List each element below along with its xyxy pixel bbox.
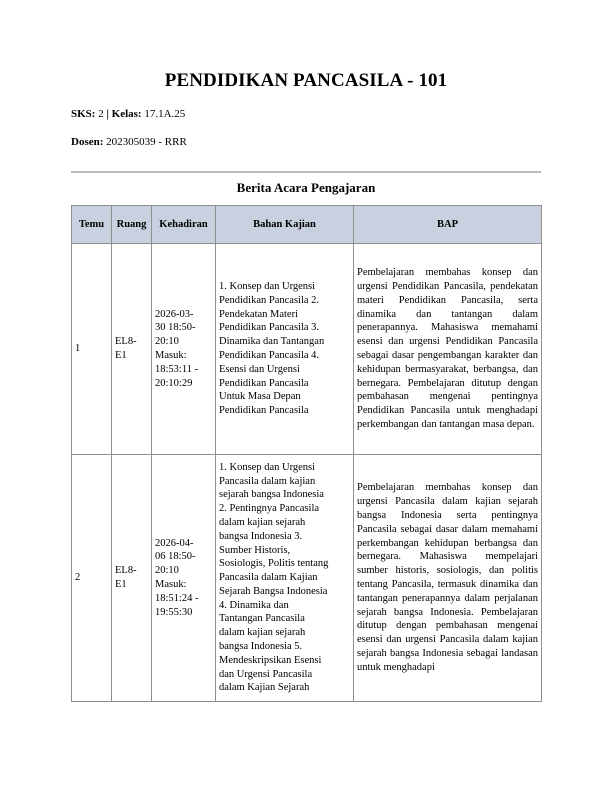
teaching-log-table bbox=[71, 205, 542, 702]
kelas-label: Kelas: bbox=[111, 108, 142, 120]
column-header-bahan-kajian: Bahan Kajian bbox=[216, 206, 354, 244]
table-row bbox=[72, 244, 542, 455]
bahan-kajian-cell: 1. Konsep dan Urgensi Pancasila dalam kajian sejarah bangsa Indonesia 2. Pentingnya Pancasila dalam kajian sejarah bangsa Indonesia 3. Sumber Historis, Sosiologis, Politis tentang Pancasila dalam Kajian Sejarah Bangsa Indonesia 4. Dinamika dan Tantangan Pancasila dalam kajian sejarah bangsa Indonesia 5. Mendeskripsikan Esensi dan Urgensi Pancasila dalam Kajian Sejarah bbox=[216, 455, 354, 702]
dosen-label: Dosen: bbox=[71, 136, 104, 148]
temu-cell: 1 bbox=[72, 244, 112, 455]
kehadiran-cell: 2026-04- 06 18:50- 20:10 Masuk: 18:51:24 - 19:55:30 bbox=[152, 455, 216, 702]
bap-cell: Pembelajaran membahas konsep dan urgensi Pancasila dalam kajian sejarah bangsa Indonesia serta pentingnya Pancasila sebagai dasar dalam memahami perkembangan kehidupan berbangsa dan bernegara. Mahasiswa mempelajari sumber historis, sosiologis, dan politis tentang Pancasila, termasuk dinamika dan tantangan penerapannya dalam perjalanan sejarah bangsa Indonesia. Pembelajaran ditutup dengan pembahasan mengenai esensi dan urgensi Pancasila dalam kajian sejarah bangsa Indonesia sebagai landasan untuk menghadapi bbox=[354, 455, 542, 702]
kelas-value: 17.1A.25 bbox=[144, 108, 186, 120]
dosen-value: 202305039 - RRR bbox=[106, 136, 187, 148]
header-divider bbox=[71, 171, 541, 173]
meta-separator: | bbox=[106, 108, 109, 120]
table-header-row bbox=[72, 206, 542, 244]
kehadiran-cell: 2026-03- 30 18:50- 20:10 Masuk: 18:53:11 - 20:10:29 bbox=[152, 244, 216, 455]
ruang-cell: EL8- E1 bbox=[112, 244, 152, 455]
column-header-bap: BAP bbox=[354, 206, 542, 244]
ruang-cell: EL8- E1 bbox=[112, 455, 152, 702]
bap-cell: Pembelajaran membahas konsep dan urgensi Pendidikan Pancasila, pendekatan materi Pendidikan Pancasila, serta dinamika dan tantangan dalam penerapannya. Mahasiswa memahami esensi dan urgensi Pendidikan Pancasila sebagai dasar pengembangan karakter dan kehidupan bermasyarakat, berbangsa, dan bernegara. Pembelajaran ditutup dengan pembahasan mengenai pentingnya Pendidikan Pancasila untuk menghadapi perkembangan dan tantangan masa depan. bbox=[354, 244, 542, 455]
column-header-ruang: Ruang bbox=[112, 206, 152, 244]
column-header-kehadiran: Kehadiran bbox=[152, 206, 216, 244]
table-row bbox=[72, 455, 542, 702]
page-title: PENDIDIKAN PANCASILA - 101 bbox=[164, 70, 448, 91]
lecturer-line bbox=[71, 136, 187, 148]
column-header-temu: Temu bbox=[72, 206, 112, 244]
course-meta-line bbox=[71, 108, 185, 120]
temu-cell: 2 bbox=[72, 455, 112, 702]
sks-label: SKS: bbox=[71, 108, 96, 120]
sks-value: 2 bbox=[98, 108, 104, 120]
section-title: Berita Acara Pengajaran bbox=[236, 180, 376, 195]
bahan-kajian-cell: 1. Konsep dan Urgensi Pendidikan Pancasila 2. Pendekatan Materi Pendidikan Pancasila 3. Dinamika dan Tantangan Pendidikan Pancasila 4. Esensi dan Urgensi Pendidikan Pancasila Untuk Masa Depan Pendidikan Pancasila bbox=[216, 244, 354, 455]
